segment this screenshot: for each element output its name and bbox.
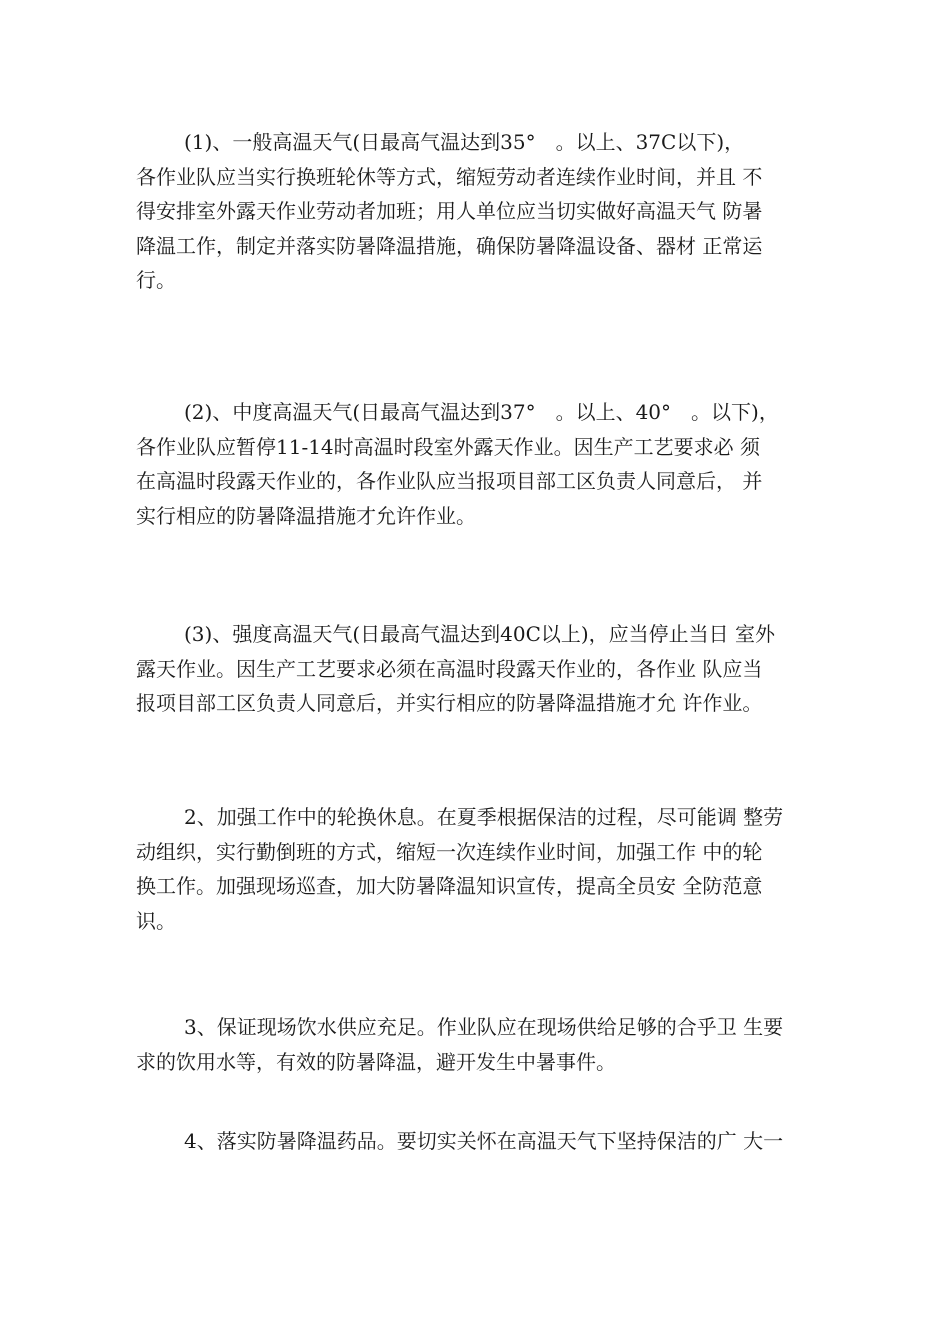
text-line: 识。 xyxy=(136,908,176,933)
text-line: 求的饮用水等，有效的防暑降温，避开发生中暑事件。 xyxy=(136,1049,616,1074)
text-line: 在高温时段露天作业的，各作业队应当报项目部工区负责人同意后， 并 xyxy=(136,469,763,493)
text-line: 3、保证现场饮水供应充足。作业队应在现场供给足够的合乎卫 生要 xyxy=(184,1015,784,1039)
paragraph-2 xyxy=(136,395,826,533)
text-line: 得安排室外露天作业劳动者加班；用人单位应当切实做好高温天气 防暑 xyxy=(136,199,763,223)
paragraph-4 xyxy=(136,800,826,938)
text-line: 动组织，实行勤倒班的方式，缩短一次连续作业时间，加强工作 中的轮 xyxy=(136,839,763,864)
text-line: 报项目部工区负责人同意后，并实行相应的防暑降温措施才允 许作业。 xyxy=(136,691,763,715)
paragraph-6 xyxy=(136,1124,826,1159)
text-line: (2)、中度高温天气(日最高气温达到37° 。以上、40° 。以下)， xyxy=(184,400,779,424)
text-line: 4、落实防暑降温药品。要切实关怀在高温天气下坚持保洁的广 大一 xyxy=(184,1129,784,1153)
text-line: 露天作业。因生产工艺要求必须在高温时段露天作业的，各作业 队应当 xyxy=(136,656,763,681)
text-line: 实行相应的防暑降温措施才允许作业。 xyxy=(136,503,476,528)
paragraph-1 xyxy=(136,125,826,298)
paragraph-5 xyxy=(136,1010,826,1079)
text-line: 各作业队应当实行换班轮休等方式，缩短劳动者连续作业时间，并且 不 xyxy=(136,164,763,189)
text-line: (3)、强度高温天气(日最高气温达到40C以上)，应当停止当日 室外 xyxy=(184,622,776,646)
text-line: 行。 xyxy=(136,268,176,292)
text-line: 2、加强工作中的轮换休息。在夏季根据保洁的过程，尽可能调 整劳 xyxy=(184,805,784,829)
paragraph-3 xyxy=(136,617,826,721)
text-line: (1)、一般高温天气(日最高气温达到35° 。以上、37C以下)， xyxy=(184,130,745,154)
text-line: 降温工作，制定并落实防暑降温措施，确保防暑降温设备、器材 正常运 xyxy=(136,233,763,258)
text-line: 各作业队应暂停11-14时高温时段室外露天作业。因生产工艺要求必 须 xyxy=(136,434,761,459)
text-line: 换工作。加强现场巡查，加大防暑降温知识宣传，提高全员安 全防范意 xyxy=(136,874,763,898)
